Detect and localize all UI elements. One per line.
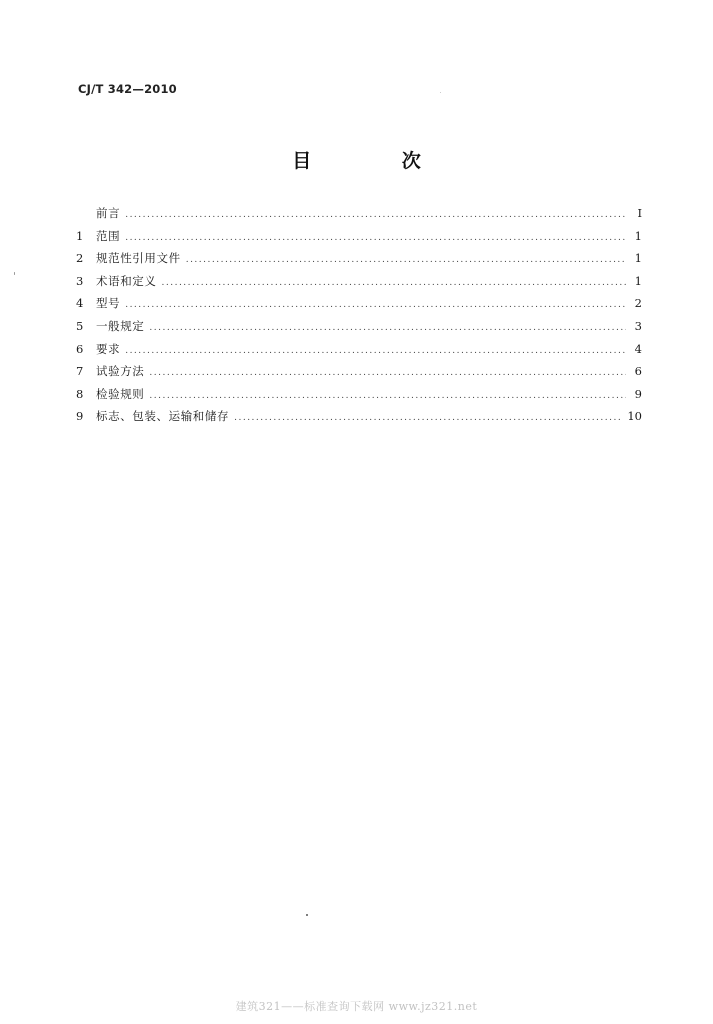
toc-entry-page: 1 xyxy=(634,251,642,266)
toc-title: 目 次 xyxy=(292,150,463,172)
toc-entry-label: 试验方法 xyxy=(96,364,145,379)
toc-entry-number: 8 xyxy=(76,386,84,401)
dot-leader xyxy=(149,324,626,333)
toc-entry-page: 3 xyxy=(634,318,642,333)
toc-entry-label: 一般规定 xyxy=(96,318,145,333)
toc-entry-number: 3 xyxy=(76,273,84,288)
dot-leader xyxy=(125,234,626,243)
toc-entry-label: 要求 xyxy=(96,341,121,356)
toc-entry-number: 2 xyxy=(76,251,84,266)
toc-entry-label: 检验规则 xyxy=(96,386,145,401)
scan-speck xyxy=(306,914,308,916)
toc-entry-foreword[interactable] xyxy=(76,205,642,228)
toc-entry-page: 9 xyxy=(634,386,642,401)
scan-speck xyxy=(440,92,441,93)
toc-entry-inspection-rules[interactable] xyxy=(76,386,642,409)
dot-leader xyxy=(149,392,626,401)
scan-speck xyxy=(14,272,15,275)
toc-entry-page: 2 xyxy=(634,296,642,311)
toc-entry-number: 9 xyxy=(76,409,84,424)
toc-entry-terms-definitions[interactable] xyxy=(76,273,642,296)
dot-leader xyxy=(162,279,627,288)
dot-leader xyxy=(149,369,626,378)
toc-entry-label: 标志、包装、运输和储存 xyxy=(96,409,230,424)
toc-entry-general-provisions[interactable] xyxy=(76,318,642,341)
toc-entry-label: 术语和定义 xyxy=(96,273,157,288)
standard-code: CJ/T 342—2010 xyxy=(78,82,177,96)
dot-leader xyxy=(234,414,621,423)
toc-entry-scope[interactable] xyxy=(76,228,642,251)
toc-entry-label: 型号 xyxy=(96,296,121,311)
table-of-contents xyxy=(76,205,642,431)
toc-entry-number: 5 xyxy=(76,318,84,333)
toc-entry-page: 10 xyxy=(627,409,642,424)
toc-entry-number: 1 xyxy=(76,228,84,243)
toc-entry-label: 规范性引用文件 xyxy=(96,251,181,266)
toc-entry-normative-references[interactable] xyxy=(76,250,642,273)
toc-entry-page: I xyxy=(637,206,642,220)
watermark-text: 建筑321——标准查询下载网 www.jz321.net xyxy=(235,1000,478,1013)
dot-leader xyxy=(186,256,626,265)
toc-entry-label: 前言 xyxy=(96,206,121,220)
toc-entry-page: 4 xyxy=(634,341,642,356)
toc-entry-number: 4 xyxy=(76,296,84,311)
toc-entry-label: 范围 xyxy=(96,228,121,243)
toc-entry-page: 6 xyxy=(634,364,642,379)
toc-entry-test-methods[interactable] xyxy=(76,363,642,386)
toc-entry-marking-packaging[interactable] xyxy=(76,408,642,431)
toc-entry-model[interactable] xyxy=(76,295,642,318)
toc-entry-page: 1 xyxy=(634,228,642,243)
dot-leader xyxy=(125,211,626,220)
toc-entry-requirements[interactable] xyxy=(76,341,642,364)
toc-entry-page: 1 xyxy=(634,273,642,288)
dot-leader xyxy=(125,301,626,310)
toc-entry-number: 7 xyxy=(76,364,84,379)
dot-leader xyxy=(125,347,626,356)
toc-entry-number: 6 xyxy=(76,341,84,356)
